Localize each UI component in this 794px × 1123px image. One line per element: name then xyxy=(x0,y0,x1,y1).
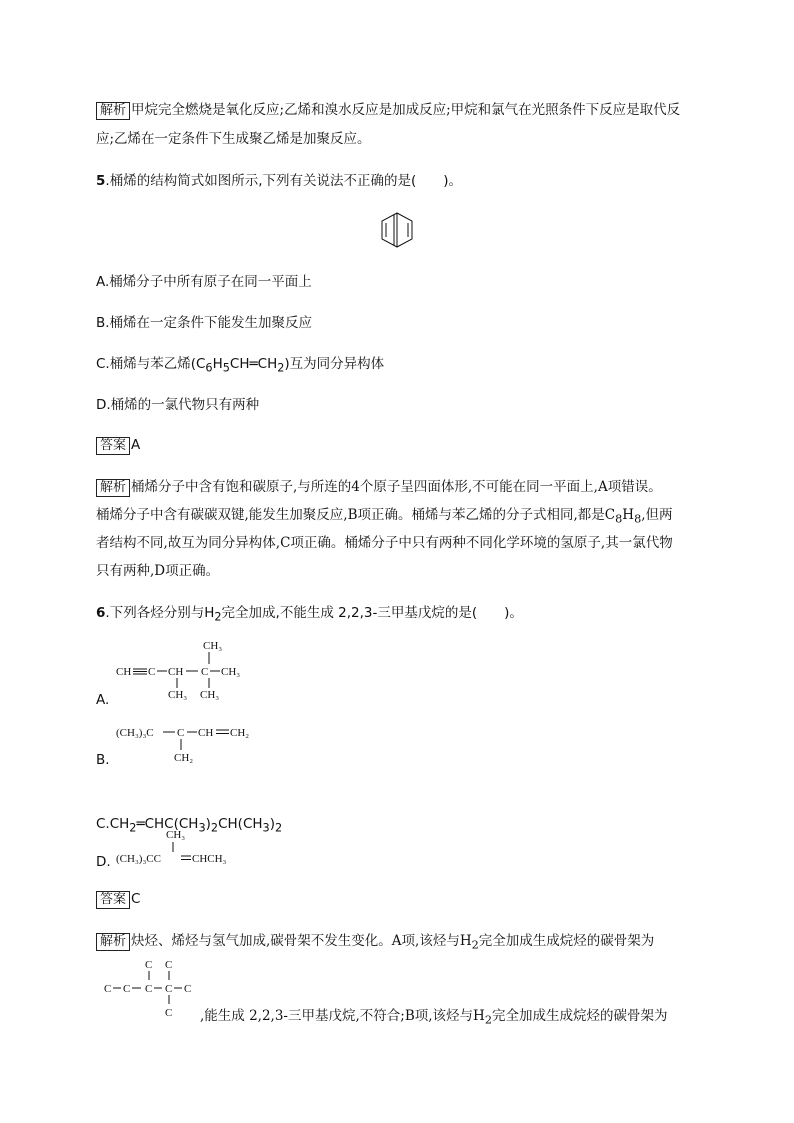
q6-option-c: $C.CH_2═CHC(CH_3)_2CH(CH_3)_2$ xyxy=(96,816,283,835)
q6-option-a-structure xyxy=(116,640,240,701)
q5-option-d: D.桶烯的一氯代物只有两种 xyxy=(96,397,260,413)
a-right-ch3: CH₃ xyxy=(221,666,241,678)
answer-tag: 答案 xyxy=(96,437,130,455)
d-top-ch3: CH₃ xyxy=(166,829,186,841)
d-left: (CH₃)₃CC xyxy=(116,853,161,865)
q6-analysis-line1: 解析 炔烃、烯烃与氢气加成,碳骨架不发生变化。A项,该烃与$H_2$完全加成生成烷烃的碳骨架为 xyxy=(96,932,654,955)
svg-text:C: C xyxy=(165,983,173,995)
q5-option-a: A.桶烯分子中所有原子在同一平面上 xyxy=(96,274,312,290)
q5-answer: 答案 A xyxy=(96,436,140,455)
a-sub-ch3-2: CH₃ xyxy=(200,689,220,701)
analysis-tag: 解析 xyxy=(96,479,130,497)
q4-analysis-line2: 应;乙烯在一定条件下生成聚乙烯是加聚反应。 xyxy=(96,131,371,147)
b-c: C xyxy=(177,727,185,739)
q5-analysis-line2: 桶烯分子中含有碳碳双键,能发生加聚反应,B项正确。桶烯与苯乙烯的分子式相同,都是$C_8H_8$,但两 xyxy=(96,507,673,526)
q5-analysis-line3: 者结构不同,故互为同分异构体,C项正确。桶烯分子中只有两种不同化学环境的氢原子,其一氯代物 xyxy=(96,535,673,551)
svg-text:C: C xyxy=(123,983,131,995)
q5-analysis-line4: 只有两种,D项正确。 xyxy=(96,563,220,579)
d-right: CHCH₃ xyxy=(192,853,227,865)
barrelene-structure-icon xyxy=(382,213,412,247)
svg-text:C: C xyxy=(145,959,153,971)
a-c1: C xyxy=(148,666,156,678)
svg-text:C: C xyxy=(184,983,192,995)
analysis-tag: 解析 xyxy=(96,933,130,951)
analysis-tag: 解析 xyxy=(96,102,130,120)
q6-answer: 答案 C xyxy=(96,890,140,909)
a-top-ch3: CH₃ xyxy=(203,640,223,652)
a-sub-ch3-1: CH₃ xyxy=(168,689,188,701)
a-ch: CH xyxy=(116,666,132,678)
q6-option-a-label: A. xyxy=(96,692,110,708)
q5-option-c: C.桶烯与苯乙烯$(C_6H_5CH═CH_2)$互为同分异构体 xyxy=(96,356,385,375)
b-right: CH₂ xyxy=(230,727,250,739)
svg-text:C: C xyxy=(104,983,112,995)
q6-option-b-label: B. xyxy=(96,752,110,768)
a-c2: C xyxy=(201,666,209,678)
q5-option-b: B.桶烯在一定条件下能发生加聚反应 xyxy=(96,315,313,331)
b-ch: CH xyxy=(198,727,214,739)
q4-analysis-line1: 解析 甲烷完全燃烧是氧化反应;乙烯和溴水反应是加成反应;甲烷和氯气在光照条件下反应是取代反 xyxy=(96,101,680,120)
b-sub: CH₂ xyxy=(174,752,194,764)
b-left: (CH₃)₃C xyxy=(116,727,154,739)
svg-text:C: C xyxy=(165,1007,173,1019)
a-ch-mid: CH xyxy=(168,666,184,678)
q6-analysis-line2: ,能生成 2,2,3-三甲基戊烷,不符合;B项,该烃与$H_2$完全加成生成烷烃的碳骨架为 xyxy=(200,1008,668,1027)
q6-option-b-structure xyxy=(116,727,249,764)
svg-text:C: C xyxy=(165,959,173,971)
q6-option-d-label: D. xyxy=(96,854,111,870)
svg-text:C: C xyxy=(145,983,153,995)
q6-stem: 6.下列各烃分别与$H_2$完全加成,不能生成 2,2,3-三甲基戊烷的是( )。 xyxy=(96,605,523,624)
answer-tag: 答案 xyxy=(96,891,130,909)
q5-stem: 5.桶烯的结构简式如图所示,下列有关说法不正确的是( )。 xyxy=(96,173,463,189)
q6-carbon-skeleton xyxy=(104,959,191,1019)
q5-analysis-line1: 解析 桶烯分子中含有饱和碳原子,与所连的4个原子呈四面体形,不可能在同一平面上,A项错误。 xyxy=(96,478,662,497)
